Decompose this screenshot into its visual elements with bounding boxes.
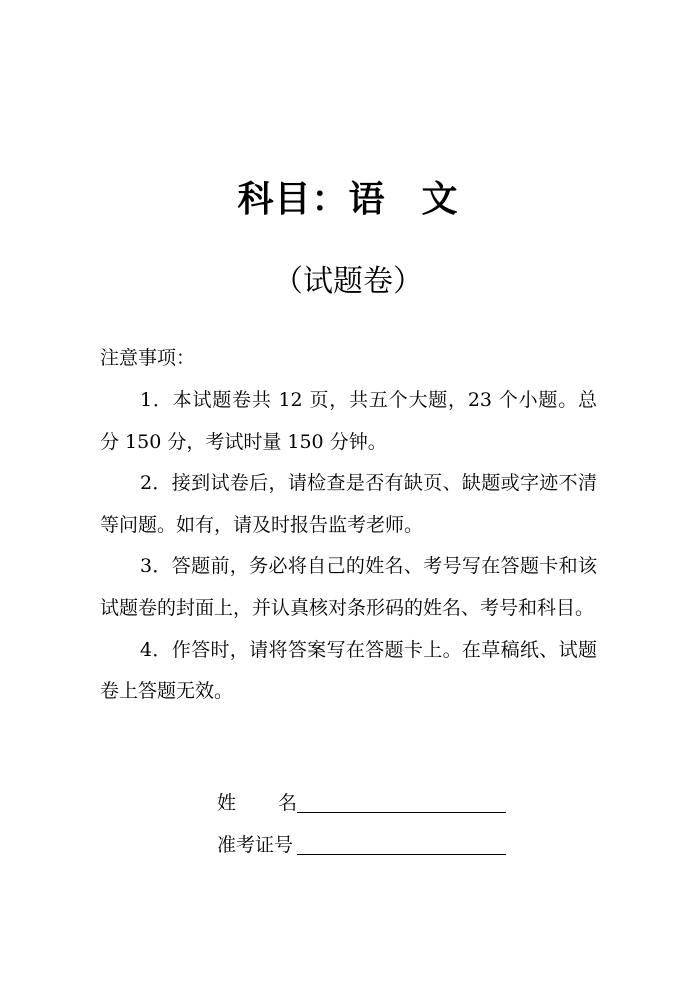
name-label-first-char: 姓: [217, 792, 237, 814]
notice-item-4: 4．作答时，请将答案写在答题卡上。在草稿纸、试题卷上答题无效。: [100, 638, 597, 703]
name-field-row: [217, 774, 517, 816]
notice-item-3: 3．答题前，务必将自己的姓名、考号写在答题卡和该试题卷的封面上，并认真核对条形码的姓名、考号和科目。: [100, 555, 597, 619]
name-field-label: [217, 790, 297, 816]
exam-id-field-label: 准考证号: [217, 834, 294, 856]
paper-type-label: （试题卷）: [273, 264, 423, 299]
subject-title: [0, 176, 696, 224]
subject-title-suffix: 文: [421, 179, 459, 220]
notice-item-2: 2．接到试卷后，请检查是否有缺页、缺题或字迹不清等问题。如有，请及时报告监考老师。: [100, 472, 597, 536]
candidate-info-fields: [217, 774, 517, 858]
exam-id-field-row: [217, 816, 517, 858]
exam-id-blank-line[interactable]: [297, 834, 506, 855]
notice-item-1: 1．本试题卷共 12 页，共五个大题，23 个小题。总分 150 分，考试时量 150 分钟。: [100, 389, 597, 453]
notice-heading: 注意事项：: [100, 347, 196, 369]
notice-list: [100, 380, 597, 713]
name-label-second-char: 名: [277, 792, 297, 814]
name-blank-line[interactable]: [297, 792, 506, 813]
subject-title-prefix: 科目：语: [237, 179, 386, 220]
